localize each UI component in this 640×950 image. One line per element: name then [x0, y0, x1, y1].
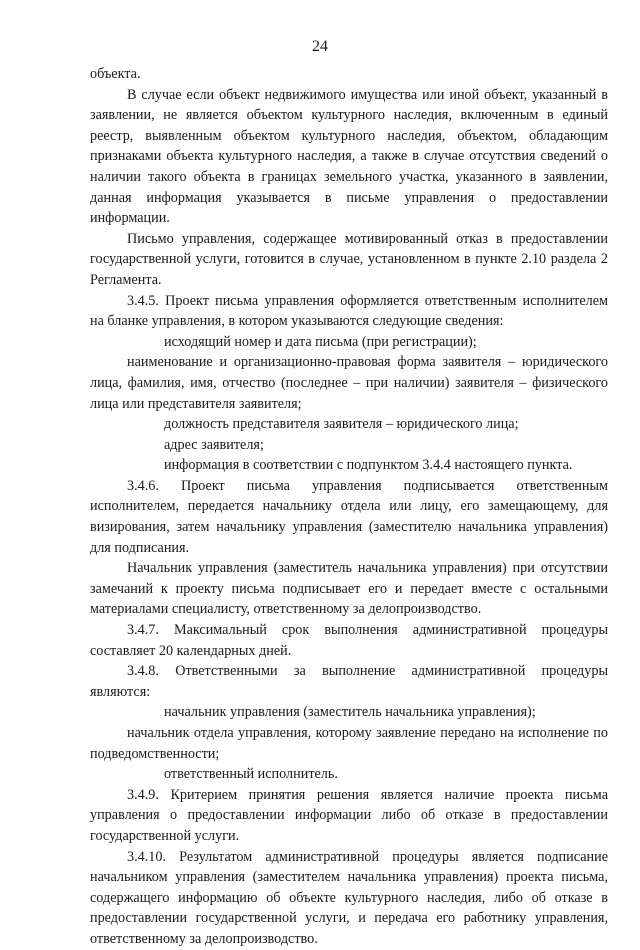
list-item: информация в соответствии с подпунктом 3.4.4 настоящего пункта.	[164, 457, 573, 474]
paragraph: 3.4.8. Ответственными за выполнение административной процедуры являются:	[90, 663, 608, 700]
paragraph: Письмо управления, содержащее мотивированный отказ в предоставлении государственной услуги, готовится в случае, установленном в пункте 2.10 раздела 2 Регламента.	[90, 230, 608, 288]
list-item: должность представителя заявителя – юридического лица;	[164, 416, 519, 433]
paragraph: 3.4.6. Проект письма управления подписывается ответственным исполнителем, передается начальнику отдела или лицу, его замещающему, для визирования, затем начальнику управления (заместителю начальника управления) для подписания.	[90, 477, 608, 556]
paragraph: В случае если объект недвижимого имущества или иной объект, указанный в заявлении, не является объектом культурного наследия, включенным в единый реестр, выявленным объектом культурного наследия, объектом, обладающим признаками объекта культурного наследия, а также в случае отсутствия сведений о наличии такого объекта в границах земельного участка, указанного в заявлении, данная информация указывается в письме управления о предоставлении информации.	[90, 86, 608, 227]
list-item: наименование и организационно-правовая форма заявителя – юридического лица, фамилия, имя, отчество (последнее – при наличии) заявителя – физического лица или представителя заявителя;	[90, 354, 608, 412]
list-item: начальник отдела управления, которому заявление передано на исполнение по подведомственности;	[90, 725, 608, 762]
paragraph: 3.4.10. Результатом административной процедуры является подписание начальником управления (заместителем начальника управления) проекта письма, содержащего информацию об объекте культурного наследия, либо об отказе в предоставлении государственной услуги, и передача его работнику управления, ответственному за делопроизводство.	[90, 848, 608, 947]
list-item: начальник управления (заместитель начальника управления);	[164, 704, 536, 721]
document-body	[90, 64, 608, 950]
paragraph: объекта.	[90, 66, 141, 82]
list-item: исходящий номер и дата письма (при регистрации);	[164, 333, 477, 350]
paragraph: 3.4.5. Проект письма управления оформляется ответственным исполнителем на бланке управления, в котором указываются следующие сведения:	[90, 292, 608, 330]
page-number: 24	[312, 38, 328, 55]
paragraph: Начальник управления (заместитель начальника управления) при отсутствии замечаний к проекту письма подписывает его и передает вместе с остальными материалами специалисту, ответственному за делопроизводство.	[90, 560, 608, 618]
list-item: адрес заявителя;	[164, 436, 264, 453]
paragraph: 3.4.7. Максимальный срок выполнения административной процедуры составляет 20 календарных дней.	[90, 622, 608, 659]
list-item: ответственный исполнитель.	[164, 766, 338, 783]
paragraph: 3.4.9. Критерием принятия решения является наличие проекта письма управления о предоставлении информации либо об отказе в предоставлении государственной услуги.	[90, 786, 608, 844]
